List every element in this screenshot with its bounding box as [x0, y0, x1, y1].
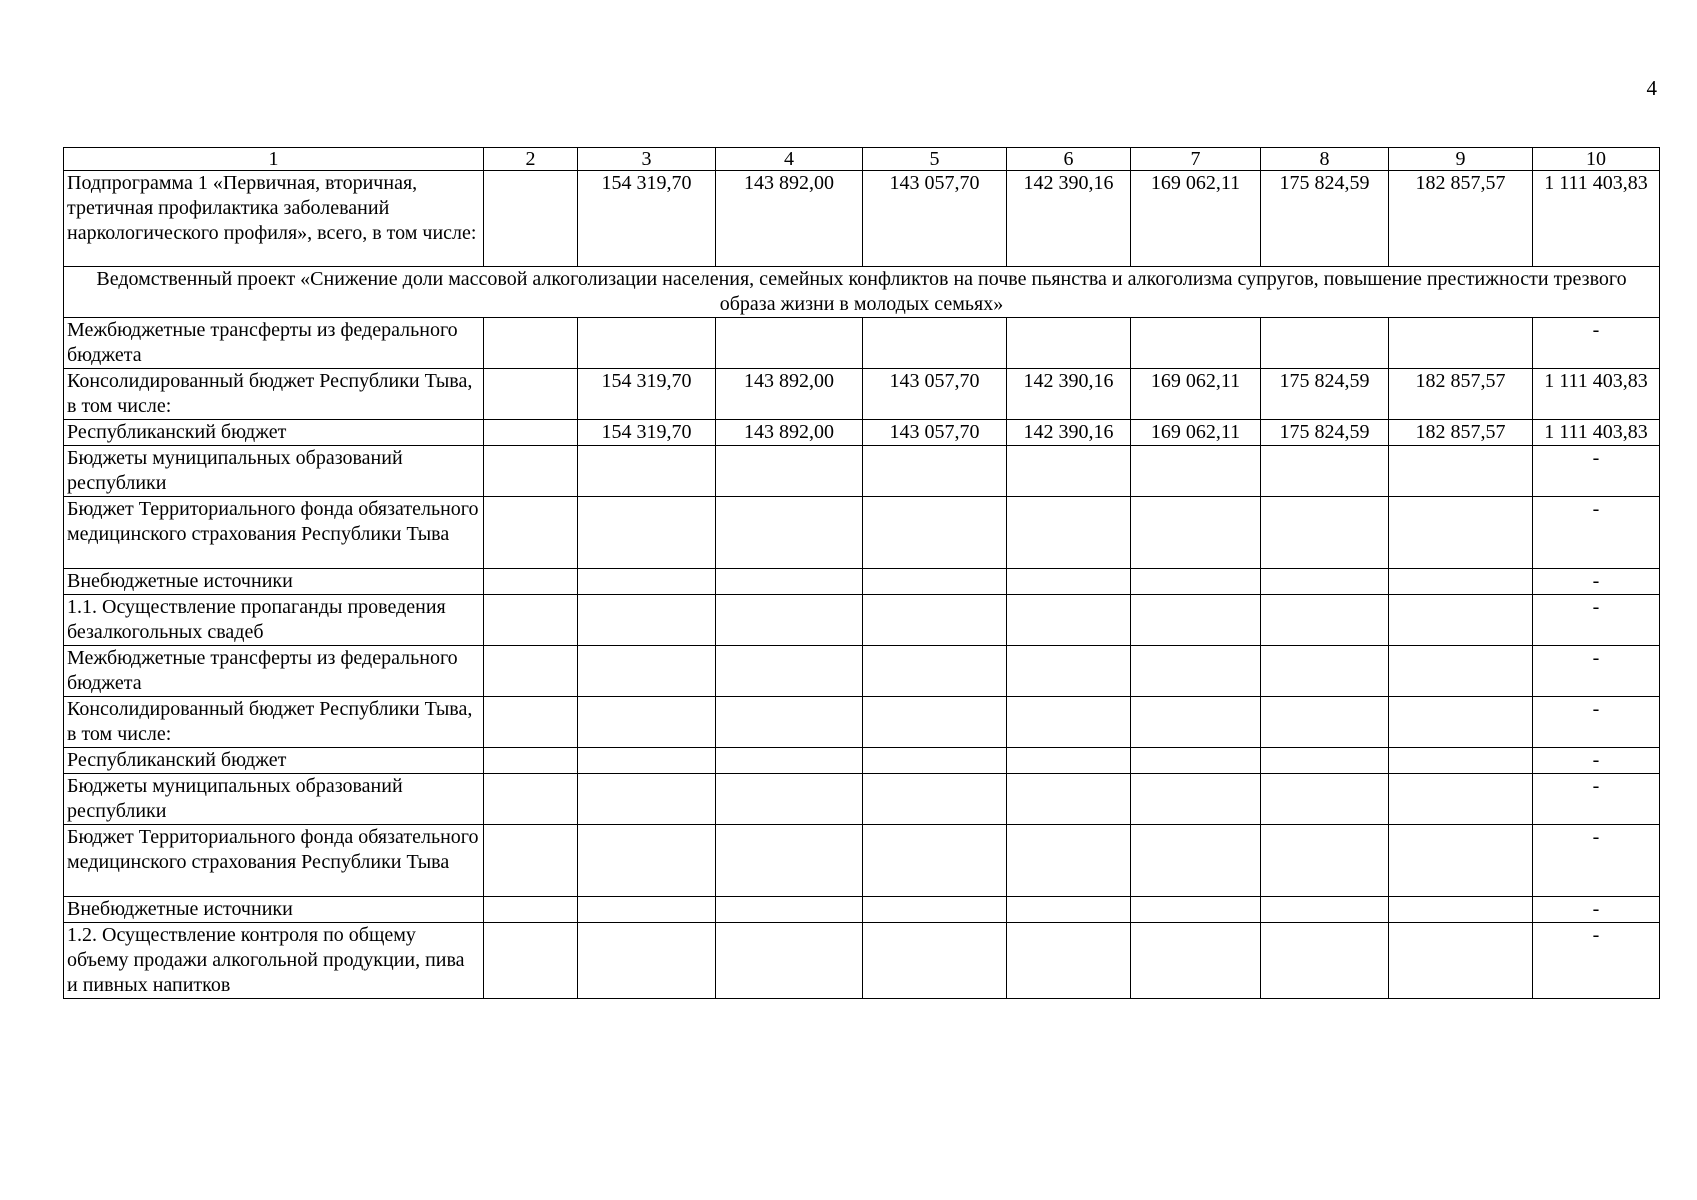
value-cell-c2 [484, 171, 578, 267]
value-cell-c6 [1007, 446, 1131, 497]
value-cell-c3: 154 319,70 [578, 171, 716, 267]
value-cell-c7 [1131, 446, 1261, 497]
header-cell: 9 [1389, 148, 1533, 171]
value-cell-c2 [484, 774, 578, 825]
value-cell-c7 [1131, 646, 1261, 697]
value-cell-c9 [1389, 569, 1533, 595]
value-cell-c6 [1007, 825, 1131, 897]
value-cell-c2 [484, 446, 578, 497]
value-cell-c5 [863, 774, 1007, 825]
value-cell-c8 [1261, 697, 1389, 748]
value-cell-c3 [578, 748, 716, 774]
table-row [64, 595, 1660, 646]
header-cell: 10 [1533, 148, 1660, 171]
value-cell-c8 [1261, 318, 1389, 369]
value-cell-c5 [863, 825, 1007, 897]
value-cell-c2 [484, 748, 578, 774]
value-cell-c6 [1007, 748, 1131, 774]
value-cell-c10: - [1533, 748, 1660, 774]
value-cell-c6 [1007, 646, 1131, 697]
value-cell-c7 [1131, 569, 1261, 595]
value-cell-c4: 143 892,00 [716, 369, 863, 420]
row-label: Бюджеты муниципальных образований республики [64, 446, 484, 497]
row-label: Консолидированный бюджет Республики Тыва, в том числе: [64, 697, 484, 748]
value-cell-c6: 142 390,16 [1007, 369, 1131, 420]
row-label: Межбюджетные трансферты из федерального бюджета [64, 646, 484, 697]
row-label: Внебюджетные источники [64, 569, 484, 595]
value-cell-c4 [716, 497, 863, 569]
table-row [64, 774, 1660, 825]
value-cell-c9 [1389, 697, 1533, 748]
value-cell-c5 [863, 497, 1007, 569]
value-cell-c9 [1389, 774, 1533, 825]
header-cell: 7 [1131, 148, 1261, 171]
value-cell-c4 [716, 595, 863, 646]
value-cell-c4: 143 892,00 [716, 420, 863, 446]
value-cell-c5 [863, 595, 1007, 646]
table-row [64, 825, 1660, 897]
value-cell-c10: - [1533, 825, 1660, 897]
value-cell-c7 [1131, 497, 1261, 569]
value-cell-c9 [1389, 897, 1533, 923]
value-cell-c8 [1261, 446, 1389, 497]
row-label: Бюджет Территориального фонда обязательного медицинского страхования Республики Тыва [64, 497, 484, 569]
value-cell-c4 [716, 748, 863, 774]
value-cell-c9: 182 857,57 [1389, 171, 1533, 267]
value-cell-c9 [1389, 446, 1533, 497]
value-cell-c6 [1007, 497, 1131, 569]
value-cell-c5 [863, 697, 1007, 748]
table-row [64, 646, 1660, 697]
value-cell-c2 [484, 595, 578, 646]
value-cell-c9: 182 857,57 [1389, 420, 1533, 446]
value-cell-c4 [716, 569, 863, 595]
value-cell-c3 [578, 595, 716, 646]
value-cell-c4 [716, 697, 863, 748]
value-cell-c7 [1131, 923, 1261, 999]
header-cell: 3 [578, 148, 716, 171]
value-cell-c7 [1131, 774, 1261, 825]
value-cell-c2 [484, 923, 578, 999]
value-cell-c9 [1389, 748, 1533, 774]
value-cell-c7 [1131, 897, 1261, 923]
row-label: Бюджет Территориального фонда обязательного медицинского страхования Республики Тыва [64, 825, 484, 897]
value-cell-c3: 154 319,70 [578, 369, 716, 420]
value-cell-c10: - [1533, 897, 1660, 923]
value-cell-c3 [578, 318, 716, 369]
header-cell: 8 [1261, 148, 1389, 171]
budget-table [63, 147, 1660, 999]
table-row [64, 497, 1660, 569]
row-label: Бюджеты муниципальных образований республики [64, 774, 484, 825]
table-row [64, 569, 1660, 595]
row-label: 1.1. Осуществление пропаганды проведения безалкогольных свадеб [64, 595, 484, 646]
table-row [64, 420, 1660, 446]
table-row [64, 748, 1660, 774]
value-cell-c8 [1261, 897, 1389, 923]
table-row [64, 923, 1660, 999]
value-cell-c6 [1007, 318, 1131, 369]
value-cell-c2 [484, 569, 578, 595]
value-cell-c9 [1389, 497, 1533, 569]
value-cell-c5 [863, 923, 1007, 999]
value-cell-c8: 175 824,59 [1261, 420, 1389, 446]
value-cell-c3: 154 319,70 [578, 420, 716, 446]
value-cell-c10: - [1533, 318, 1660, 369]
value-cell-c10: 1 111 403,83 [1533, 369, 1660, 420]
value-cell-c2 [484, 318, 578, 369]
value-cell-c3 [578, 446, 716, 497]
value-cell-c7: 169 062,11 [1131, 171, 1261, 267]
value-cell-c10: - [1533, 697, 1660, 748]
value-cell-c3 [578, 923, 716, 999]
value-cell-c6 [1007, 595, 1131, 646]
value-cell-c2 [484, 369, 578, 420]
value-cell-c7 [1131, 697, 1261, 748]
value-cell-c8 [1261, 646, 1389, 697]
section-row [64, 267, 1660, 318]
section-title: Ведомственный проект «Снижение доли массовой алкоголизации населения, семейных конфликтов на почве пьянства и алкоголизма супругов, повышение престижности трезвого образа жизни в молодых семьях» [64, 267, 1660, 318]
row-label: Консолидированный бюджет Республики Тыва, в том числе: [64, 369, 484, 420]
value-cell-c6: 142 390,16 [1007, 171, 1131, 267]
value-cell-c3 [578, 825, 716, 897]
value-cell-c9 [1389, 595, 1533, 646]
value-cell-c5 [863, 748, 1007, 774]
header-cell: 6 [1007, 148, 1131, 171]
value-cell-c6 [1007, 774, 1131, 825]
value-cell-c5 [863, 897, 1007, 923]
value-cell-c4 [716, 446, 863, 497]
value-cell-c8 [1261, 748, 1389, 774]
value-cell-c6 [1007, 569, 1131, 595]
value-cell-c9 [1389, 923, 1533, 999]
value-cell-c3 [578, 897, 716, 923]
value-cell-c3 [578, 774, 716, 825]
value-cell-c2 [484, 897, 578, 923]
header-cell: 5 [863, 148, 1007, 171]
value-cell-c7: 169 062,11 [1131, 369, 1261, 420]
value-cell-c5: 143 057,70 [863, 171, 1007, 267]
value-cell-c9 [1389, 825, 1533, 897]
value-cell-c10: - [1533, 646, 1660, 697]
value-cell-c10: - [1533, 774, 1660, 825]
table-row [64, 171, 1660, 267]
value-cell-c10: 1 111 403,83 [1533, 171, 1660, 267]
value-cell-c7 [1131, 825, 1261, 897]
value-cell-c7: 169 062,11 [1131, 420, 1261, 446]
value-cell-c3 [578, 646, 716, 697]
value-cell-c2 [484, 697, 578, 748]
table-row [64, 446, 1660, 497]
value-cell-c10: - [1533, 446, 1660, 497]
value-cell-c10: - [1533, 923, 1660, 999]
value-cell-c5 [863, 318, 1007, 369]
value-cell-c8 [1261, 923, 1389, 999]
table-row [64, 897, 1660, 923]
table-row [64, 697, 1660, 748]
value-cell-c3 [578, 569, 716, 595]
value-cell-c2 [484, 420, 578, 446]
value-cell-c7 [1131, 748, 1261, 774]
value-cell-c8: 175 824,59 [1261, 171, 1389, 267]
value-cell-c8 [1261, 825, 1389, 897]
value-cell-c5: 143 057,70 [863, 420, 1007, 446]
value-cell-c10: - [1533, 497, 1660, 569]
value-cell-c10: - [1533, 595, 1660, 646]
value-cell-c5 [863, 569, 1007, 595]
row-label: Республиканский бюджет [64, 748, 484, 774]
value-cell-c6 [1007, 897, 1131, 923]
value-cell-c3 [578, 497, 716, 569]
row-label: Республиканский бюджет [64, 420, 484, 446]
value-cell-c4 [716, 897, 863, 923]
header-cell: 1 [64, 148, 484, 171]
value-cell-c9: 182 857,57 [1389, 369, 1533, 420]
value-cell-c5 [863, 646, 1007, 697]
row-label: Подпрограмма 1 «Первичная, вторичная, третичная профилактика заболеваний наркологического профиля», всего, в том числе: [64, 171, 484, 267]
header-cell: 2 [484, 148, 578, 171]
value-cell-c4 [716, 774, 863, 825]
value-cell-c4 [716, 318, 863, 369]
value-cell-c4: 143 892,00 [716, 171, 863, 267]
value-cell-c5 [863, 446, 1007, 497]
value-cell-c8 [1261, 595, 1389, 646]
value-cell-c6 [1007, 923, 1131, 999]
value-cell-c4 [716, 825, 863, 897]
row-label: Межбюджетные трансферты из федерального бюджета [64, 318, 484, 369]
value-cell-c9 [1389, 318, 1533, 369]
value-cell-c8 [1261, 497, 1389, 569]
value-cell-c10: 1 111 403,83 [1533, 420, 1660, 446]
header-cell: 4 [716, 148, 863, 171]
value-cell-c4 [716, 923, 863, 999]
value-cell-c2 [484, 497, 578, 569]
value-cell-c8: 175 824,59 [1261, 369, 1389, 420]
value-cell-c6: 142 390,16 [1007, 420, 1131, 446]
value-cell-c9 [1389, 646, 1533, 697]
value-cell-c5: 143 057,70 [863, 369, 1007, 420]
row-label: 1.2. Осуществление контроля по общему объему продажи алкогольной продукции, пива и пивных напитков [64, 923, 484, 999]
value-cell-c8 [1261, 774, 1389, 825]
value-cell-c6 [1007, 697, 1131, 748]
table-row [64, 318, 1660, 369]
value-cell-c10: - [1533, 569, 1660, 595]
value-cell-c2 [484, 825, 578, 897]
value-cell-c4 [716, 646, 863, 697]
value-cell-c8 [1261, 569, 1389, 595]
row-label: Внебюджетные источники [64, 897, 484, 923]
header-row [64, 148, 1660, 171]
value-cell-c3 [578, 697, 716, 748]
table-row [64, 369, 1660, 420]
value-cell-c7 [1131, 318, 1261, 369]
page-number: 4 [1646, 76, 1657, 100]
value-cell-c7 [1131, 595, 1261, 646]
value-cell-c2 [484, 646, 578, 697]
